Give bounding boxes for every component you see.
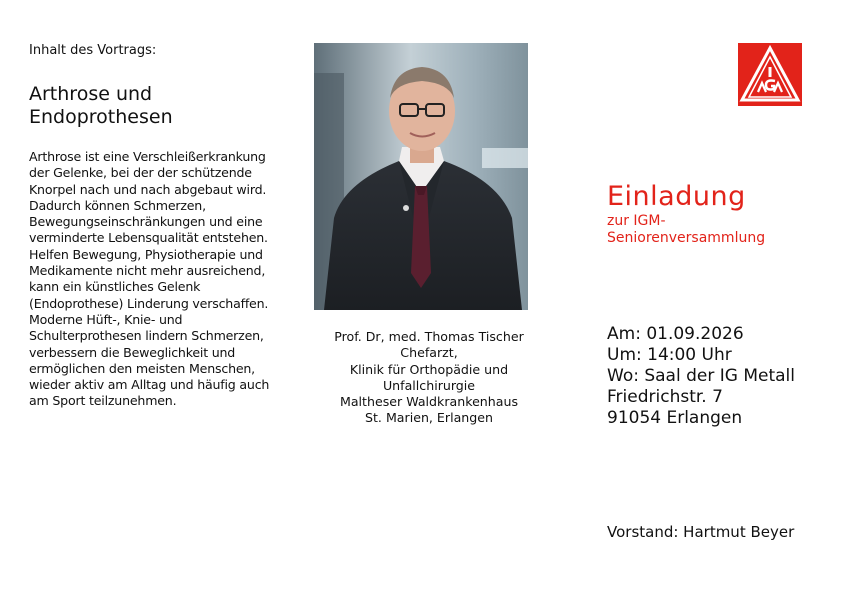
invitation-heading: Einladung (607, 181, 746, 212)
event-city: 91054 Erlangen (607, 408, 743, 428)
speaker-hospital-line-1: Maltheser Waldkrankenhaus (339, 394, 519, 410)
invitation-subtitle-line-1: zur IGM- (607, 213, 666, 229)
speaker-department-line-2: Unfallchirurgie (382, 377, 476, 393)
content-label: Inhalt des Vortrags: (29, 43, 157, 58)
speaker-portrait-illustration (314, 43, 528, 310)
board-member: Vorstand: Hartmut Beyer (607, 523, 795, 541)
speaker-department-line-1: Klinik für Orthopädie und (349, 361, 509, 377)
invitation-subtitle-line-2: Seniorenversammlung (607, 230, 766, 246)
speaker-position: Chefarzt, (400, 345, 458, 361)
talk-title (29, 83, 279, 129)
event-date: Am: 01.09.2026 (607, 324, 744, 344)
speaker-name: Prof. Dr, med. Thomas Tischer (334, 329, 524, 344)
event-details (607, 324, 795, 429)
invitation-subtitle (607, 213, 765, 247)
talk-description (29, 149, 287, 410)
talk-title-line-1: Arthrose und (29, 83, 153, 105)
event-street: Friedrichstr. 7 (607, 387, 723, 407)
talk-description-text: Arthrose ist eine Verschleißerkrankung der Gelenke, bei der der schützende Knorpel nach und nach abgebaut wird. Dadurch können Schmerzen, Bewegungseinschränkungen und eine verminderte Lebensqualität entstehen. Helfen Bewegung, Physiotherapie und Medikamente nicht mehr ausreichend, kann ein künstliches Gelenk (Endoprothese) Linderung verschaffen. Moderne Hüft-, Knie- und Schulterprothesen lindern Schmerzen, verbessern die Beweglichkeit und ermöglichen den meisten Menschen, wieder aktiv am Alltag und häufig auch am Sport teilzunehmen. (29, 149, 270, 409)
igm-logo (738, 43, 802, 106)
talk-title-line-2: Endoprothesen (29, 106, 173, 128)
event-location: Wo: Saal der IG Metall (607, 366, 795, 386)
invitation (607, 181, 765, 247)
speaker-hospital-line-2: St. Marien, Erlangen (365, 410, 493, 426)
speaker-caption (300, 329, 558, 427)
speaker-photo (314, 43, 528, 310)
event-time: Um: 14:00 Uhr (607, 345, 732, 365)
igm-logo-icon (738, 43, 802, 106)
